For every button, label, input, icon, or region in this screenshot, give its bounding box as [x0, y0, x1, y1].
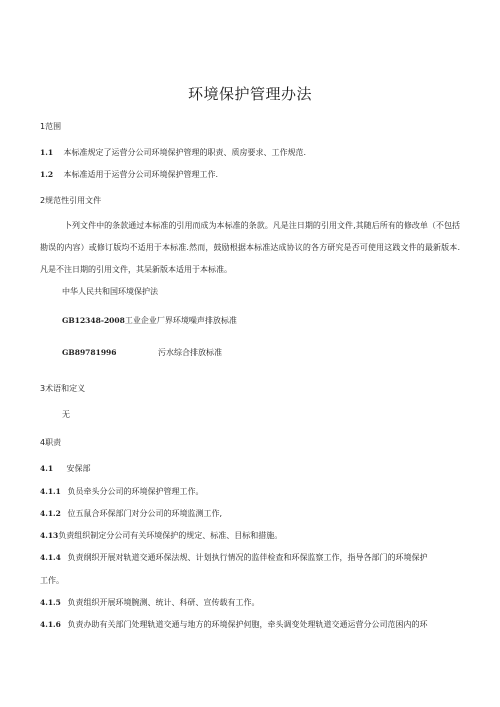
standard-code: GB12348-2008 [62, 316, 125, 325]
clause-text: 负责组织制定分公司有关环境保护的规定、标准、目标和措施。 [58, 531, 283, 540]
clause-number: 4.13 [40, 531, 59, 540]
standard-code: GB89781996 [62, 348, 117, 357]
clause-4-1-1 [40, 487, 204, 497]
document-title: 环境保护管理办法 [187, 85, 312, 103]
clause-text: 位五鼠合环保部门对分公司的环境监测工作, [67, 509, 223, 518]
clause-4-1-6 [40, 620, 428, 630]
standard-title: 污水综合排放标准 [158, 348, 222, 357]
clause-number: 1.2 [40, 170, 54, 179]
clause-number: 1.1 [40, 148, 54, 157]
clause-4-1-5 [40, 598, 260, 608]
clause-text: 安保部 [66, 464, 91, 473]
reference-3 [62, 347, 222, 358]
clause-4-1-3 [40, 531, 282, 541]
reference-1: 中华人民共和国环境保护法 [62, 287, 158, 296]
clause-4-1 [40, 464, 91, 474]
section-2-heading: 2规范性引用文件 [40, 196, 102, 205]
clause-number: 4.1.6 [40, 620, 61, 629]
clause-1-2 [40, 170, 218, 180]
clause-number: 4.1.1 [40, 487, 61, 496]
clause-number: 4.1 [40, 464, 54, 473]
section-1-heading: 1范围 [40, 122, 62, 131]
clause-1-1 [40, 148, 306, 158]
clause-text: 负责办助有关部门处理轨道交通与地方的环境保护何胞，牵头调变处理轨道交通运营分公司范困内的环 [67, 620, 428, 629]
clause-4-1-4 [40, 553, 428, 563]
clause-number: 4.1.4 [40, 553, 61, 562]
standard-title: 工业企业厂界环境噪声排放标准 [124, 316, 237, 325]
section-4-heading: 4职责 [40, 438, 62, 447]
clause-4-1-2 [40, 509, 222, 519]
section-3-heading: 3术语和定义 [40, 384, 86, 393]
clause-number: 4.1.5 [40, 598, 61, 607]
clause-text: 本标准适用于运营分公司环境保护管理工作. [63, 170, 219, 179]
reference-2 [62, 315, 237, 326]
clause-text: 负员牵头分公司的环境保护管理工作。 [67, 487, 204, 496]
section-3-text: 无 [62, 410, 70, 419]
clause-4-1-4-continuation: 工作。 [40, 576, 64, 585]
clause-text: 负责组织开展环境腕测、统计、科研、宣传载有工作。 [67, 598, 260, 607]
clause-number: 4.1.2 [40, 509, 61, 518]
section-2-paragraph: 卜列文件中的条款通过本标准的引用而成为本标准的条款。凡是注日期的引用文件,其随后所有的修改单（不包括勘误的内容）或修订版均不适用于本标准.然而，鼓励根据本标准达成协议的各方研究是否可使用这践文件的最新版本.凡是不注日期的引用文件，其呆新版本适用于本标准。 [40, 221, 460, 274]
clause-text: 负责纲织开展对轨道交通环保法规、计划执行情况的监伴检查和环保监察工作，指导各部门的环境保护 [67, 553, 428, 562]
clause-text: 本标准规定了运营分公司环境保护管理的职责、质房要求、工作规范. [63, 148, 307, 157]
